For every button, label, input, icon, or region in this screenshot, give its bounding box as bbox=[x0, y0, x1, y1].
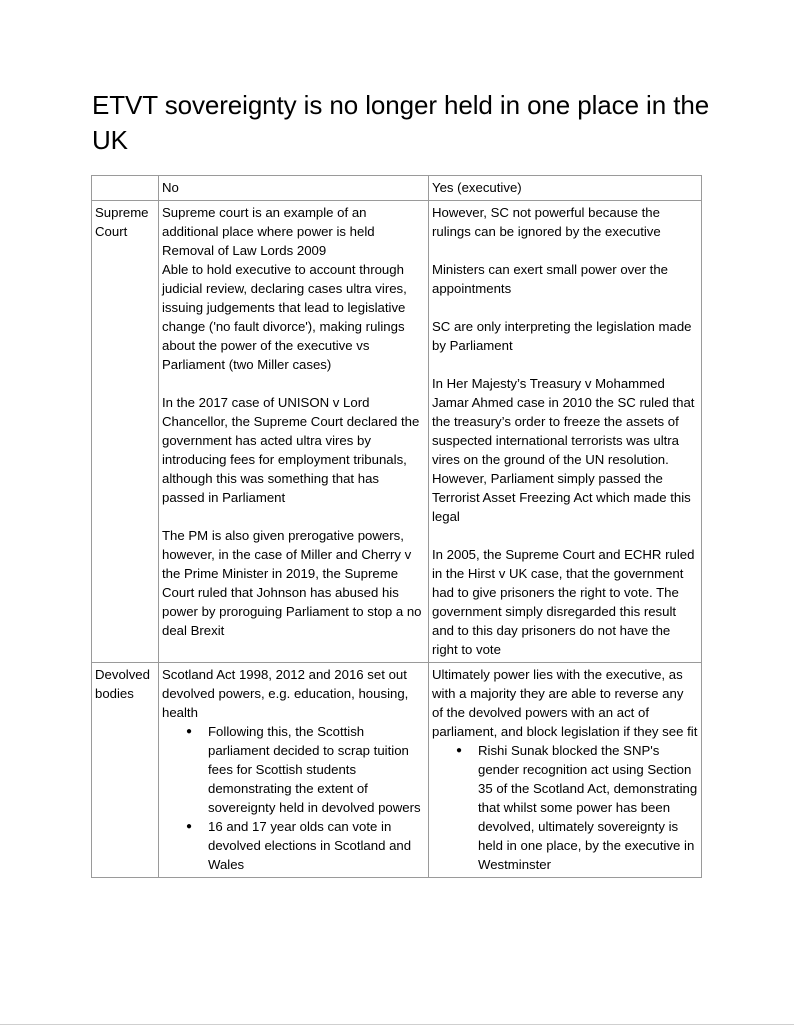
paragraph: Ultimately power lies with the executive, as with a majority they are able to reverse any of the devolved powers with an act of parliament, and block legislation if they see fit bbox=[432, 667, 698, 739]
paragraph: Able to hold executive to account through judicial review, declaring cases ultra vires, issuing judgements that lead to legislative change ('no fault divorce'), making rulings about the power of the executive vs Parliament (two Miller cases) bbox=[162, 262, 407, 372]
yes-cell-supreme-court bbox=[429, 201, 702, 663]
no-cell-devolved-bodies bbox=[159, 663, 429, 878]
table-row-devolved-bodies bbox=[92, 663, 702, 878]
table-row-supreme-court bbox=[92, 201, 702, 663]
header-cell-yes: Yes (executive) bbox=[429, 176, 702, 201]
header-cell-no: No bbox=[159, 176, 429, 201]
table-header-row bbox=[92, 176, 702, 201]
header-cell-empty bbox=[92, 176, 159, 201]
row-label-supreme-court bbox=[92, 201, 159, 663]
paragraph: Removal of Law Lords 2009 bbox=[162, 243, 327, 258]
row-label-line: Supreme bbox=[95, 205, 149, 220]
row-label-line: Court bbox=[95, 224, 128, 239]
paragraph: In Her Majesty’s Treasury v Mohammed Jamar Ahmed case in 2010 the SC ruled that the treasury’s order to freeze the assets of suspected international terrorists was ultra vires on the ground of the UN resolution. However, Parliament simply passed the Terrorist Asset Freezing Act which made this legal bbox=[432, 376, 695, 524]
blank-line bbox=[162, 374, 425, 393]
blank-line bbox=[432, 355, 698, 374]
no-cell-supreme-court bbox=[159, 201, 429, 663]
blank-line bbox=[432, 526, 698, 545]
page-title: ETVT sovereignty is no longer held in one place in the UK bbox=[92, 90, 710, 155]
bullet-list bbox=[162, 722, 425, 874]
paragraph: In 2005, the Supreme Court and ECHR ruled in the Hirst v UK case, that the government had to give prisoners the right to vote. The government simply disregarded this result and to this day prisoners do not have the right to vote bbox=[432, 547, 695, 657]
paragraph: Scotland Act 1998, 2012 and 2016 set out devolved powers, e.g. education, housing, health bbox=[162, 667, 409, 720]
list-item: ● Rishi Sunak blocked the SNP's gender recognition act using Section 35 of the Scotland Act, demonstrating that whilst some power has been devolved, ultimately sovereignty is held in one place, by the executive in Westminster bbox=[478, 741, 698, 874]
paragraph: SC are only interpreting the legislation made by Parliament bbox=[432, 319, 692, 353]
list-item: ● 16 and 17 year olds can vote in devolved elections in Scotland and Wales bbox=[208, 817, 425, 874]
paragraph: However, SC not powerful because the rulings can be ignored by the executive bbox=[432, 205, 661, 239]
comparison-table bbox=[91, 175, 702, 878]
bullet-list bbox=[432, 741, 698, 874]
page-divider bbox=[0, 1024, 794, 1025]
yes-cell-devolved-bodies bbox=[429, 663, 702, 878]
row-label-line: bodies bbox=[95, 686, 134, 701]
paragraph: Ministers can exert small power over the appointments bbox=[432, 262, 668, 296]
paragraph: In the 2017 case of UNISON v Lord Chancellor, the Supreme Court declared the government has acted ultra vires by introducing fees for employment tribunals, although this was something that has passed in Parliament bbox=[162, 395, 420, 505]
blank-line bbox=[162, 507, 425, 526]
blank-line bbox=[432, 298, 698, 317]
paragraph: Supreme court is an example of an additional place where power is held bbox=[162, 205, 375, 239]
blank-line bbox=[432, 241, 698, 260]
row-label-devolved-bodies bbox=[92, 663, 159, 878]
list-item: ● Following this, the Scottish parliament decided to scrap tuition fees for Scottish students demonstrating the extent of sovereignty held in devolved powers bbox=[208, 722, 425, 817]
row-label-line: Devolved bbox=[95, 667, 150, 682]
paragraph: The PM is also given prerogative powers, however, in the case of Miller and Cherry v the Prime Minister in 2019, the Supreme Court ruled that Johnson has abused his power by proroguing Parliament to stop a no deal Brexit bbox=[162, 528, 422, 638]
